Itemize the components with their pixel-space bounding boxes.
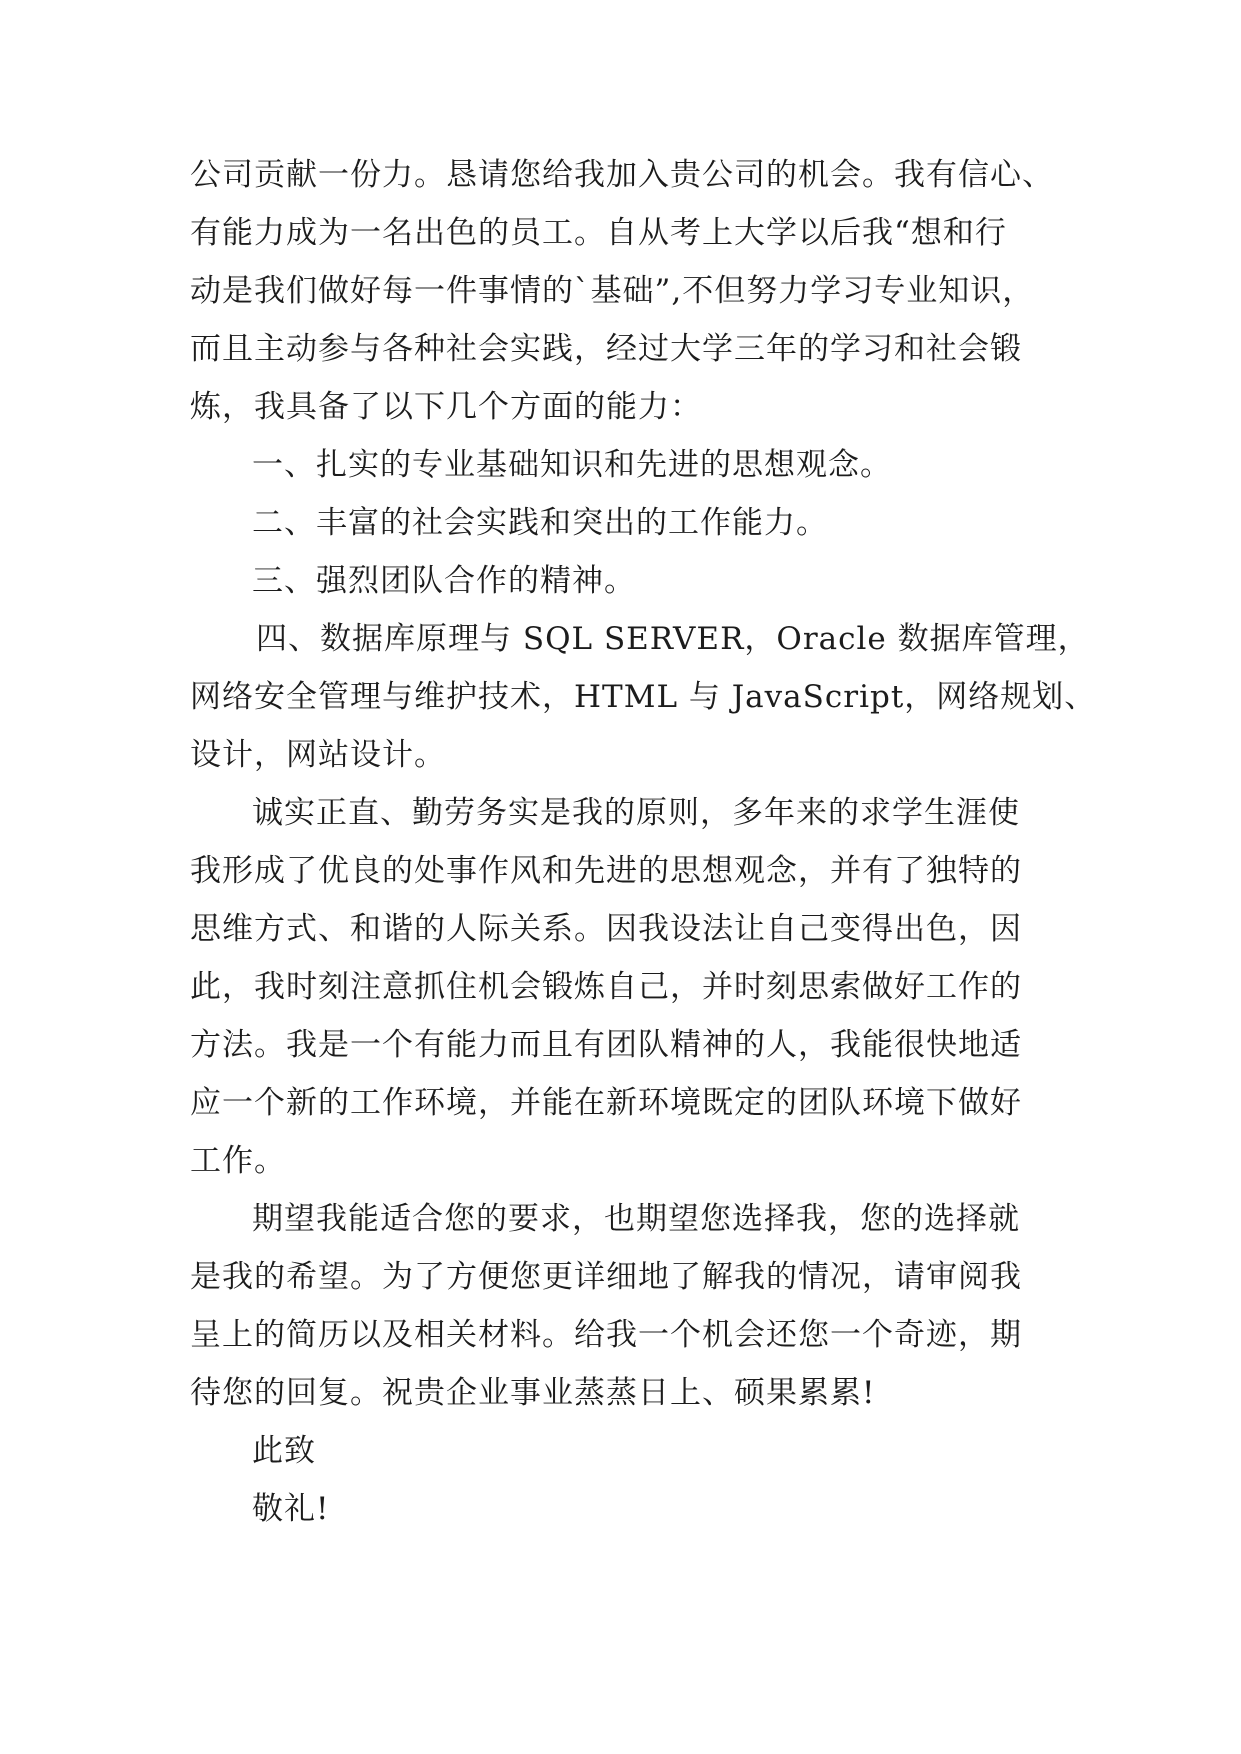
text-line: 有能力成为一名出色的员工。自从考上大学以后我“想和行 [190,215,1007,251]
text-line: 是我的希望。为了方便您更详细地了解我的情况，请审阅我 [190,1259,1022,1295]
paragraph-start: 诚实正直、勤劳务实是我的原则，多年来的求学生涯使 [252,795,1020,831]
text-line: 设计，网站设计。 [190,737,446,773]
text-line: 方法。我是一个有能力而且有团队精神的人，我能很快地适 [190,1027,1022,1063]
paragraph-start: 期望我能适合您的要求，也期望您选择我，您的选择就 [252,1201,1020,1237]
closing-line: 此致 [252,1433,316,1469]
text-line: 动是我们做好每一件事情的`基础”,不但努力学习专业知识， [190,273,1035,309]
list-item: 三、强烈团队合作的精神。 [252,563,636,599]
list-item: 四、数据库原理与 SQL SERVER，Oracle 数据库管理， [256,621,1090,657]
list-item: 二、丰富的社会实践和突出的工作能力。 [252,505,828,541]
text-line: 待您的回复。祝贵企业事业蒸蒸日上、硕果累累! [190,1375,876,1411]
text-line: 我形成了优良的处事作风和先进的思想观念，并有了独特的 [190,853,1022,889]
text-line: 公司贡献一份力。恳请您给我加入贵公司的机会。我有信心、 [190,157,1054,193]
text-line: 思维方式、和谐的人际关系。因我设法让自己变得出色，因 [190,911,1022,947]
text-line: 工作。 [190,1143,286,1179]
text-line: 此，我时刻注意抓住机会锻炼自己，并时刻思索做好工作的 [190,969,1022,1005]
text-line: 应一个新的工作环境，并能在新环境既定的团队环境下做好 [190,1085,1022,1121]
list-item: 一、扎实的专业基础知识和先进的思想观念。 [252,447,892,483]
text-line: 炼，我具备了以下几个方面的能力： [190,389,702,425]
text-line: 呈上的简历以及相关材料。给我一个机会还您一个奇迹，期 [190,1317,1022,1353]
salutation-line: 敬礼! [252,1491,330,1527]
text-line: 而且主动参与各种社会实践，经过大学三年的学习和社会锻 [190,331,1022,367]
text-line: 网络安全管理与维护技术，HTML 与 JavaScript，网络规划、 [190,679,1097,715]
